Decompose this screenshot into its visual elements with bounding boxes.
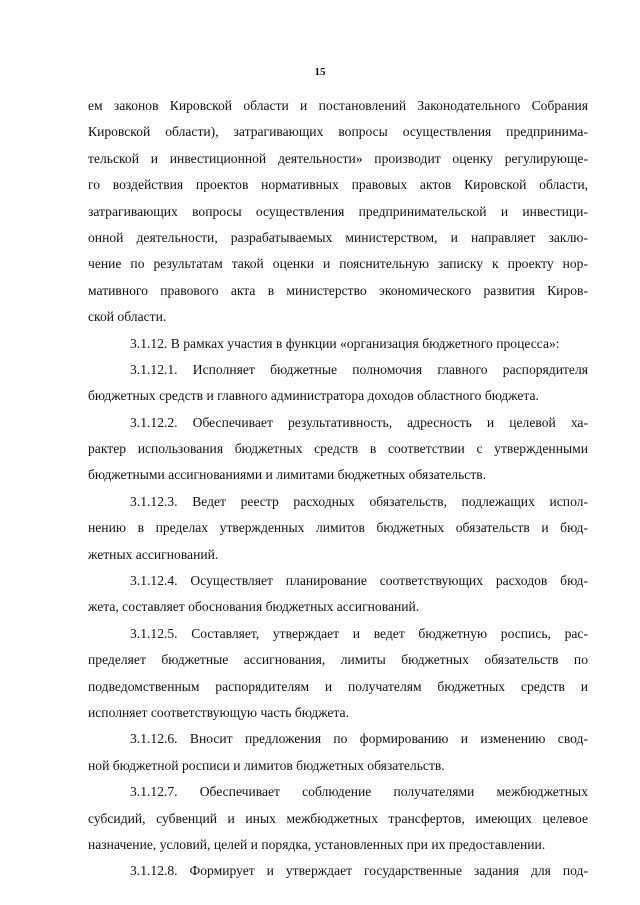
- text-line: 3.1.12.2. Обеспечивает результативность, адресность и целевой ха-: [130, 414, 588, 430]
- text-line: 3.1.12.5. Составляет, утверждает и ведет бюджетную роспись, рас-: [130, 625, 588, 641]
- text-line: 3.1.12.6. Вносит предложения по формированию и изменению свод-: [130, 731, 588, 747]
- text-line: ской области.: [88, 309, 167, 325]
- text-line: затрагивающих вопросы осуществления предпринимательской и инвестици-: [88, 203, 588, 219]
- text-line: бюджетными ассигнованиями и лимитами бюджетных обязательств.: [88, 467, 487, 483]
- text-line: 3.1.12.1. Исполняет бюджетные полномочия главного распорядителя: [130, 361, 588, 377]
- text-line: Кировской области), затрагивающих вопросы осуществления предпринима-: [88, 124, 588, 140]
- text-line: 3.1.12.3. Ведет реестр расходных обязательств, подлежащих испол-: [130, 493, 588, 509]
- page-number: 15: [314, 66, 326, 78]
- text-line: го воздействия проектов нормативных правовых актов Кировской области,: [88, 177, 588, 193]
- text-line: назначение, условий, целей и порядка, установленных при их предоставлении.: [88, 836, 546, 852]
- text-line: тельской и инвестиционной деятельности» производит оценку регулирующе-: [88, 150, 588, 166]
- text-line: субсидий, субвенций и иных межбюджетных трансфертов, имеющих целевое: [88, 810, 588, 826]
- text-line: ем законов Кировской области и постановлений Законодательного Собрания: [88, 98, 588, 113]
- text-line: бюджетных средств и главного администратора доходов областного бюджета.: [88, 388, 539, 404]
- text-line: пределяет бюджетные ассигнования, лимиты бюджетных обязательств по: [88, 652, 588, 668]
- text-line: жетных ассигнований.: [88, 546, 219, 562]
- text-line: подведомственным распорядителям и получателям бюджетных средств и: [88, 678, 588, 694]
- text-line: мативного правового акта в министерство экономического развития Киров-: [88, 282, 588, 298]
- text-line: 3.1.12. В рамках участия в функции «организация бюджетного процесса»:: [130, 335, 560, 351]
- text-line: ной бюджетной росписи и лимитов бюджетных обязательств.: [88, 757, 445, 773]
- text-line: 3.1.12.8. Формирует и утверждает государственные задания для под-: [130, 863, 588, 879]
- text-line: 3.1.12.7. Обеспечивает соблюдение получателями межбюджетных: [130, 784, 588, 800]
- text-line: 3.1.12.4. Осуществляет планирование соответствующих расходов бюд-: [130, 573, 588, 589]
- document-body: [88, 93, 588, 885]
- text-line: онной деятельности, разрабатываемых министерством, и направляет заклю-: [88, 229, 588, 245]
- text-line: чение по результатам такой оценки и пояснительную записку к проекту нор-: [88, 256, 588, 272]
- text-line: нению в пределах утвержденных лимитов бюджетных обязательств и бюд-: [88, 520, 588, 536]
- text-line: жета, составляет обоснования бюджетных ассигнований.: [88, 599, 420, 615]
- text-line: рактер использования бюджетных средств в соответствии с утвержденными: [88, 441, 588, 457]
- text-line: исполняет соответствующую часть бюджета.: [88, 704, 349, 720]
